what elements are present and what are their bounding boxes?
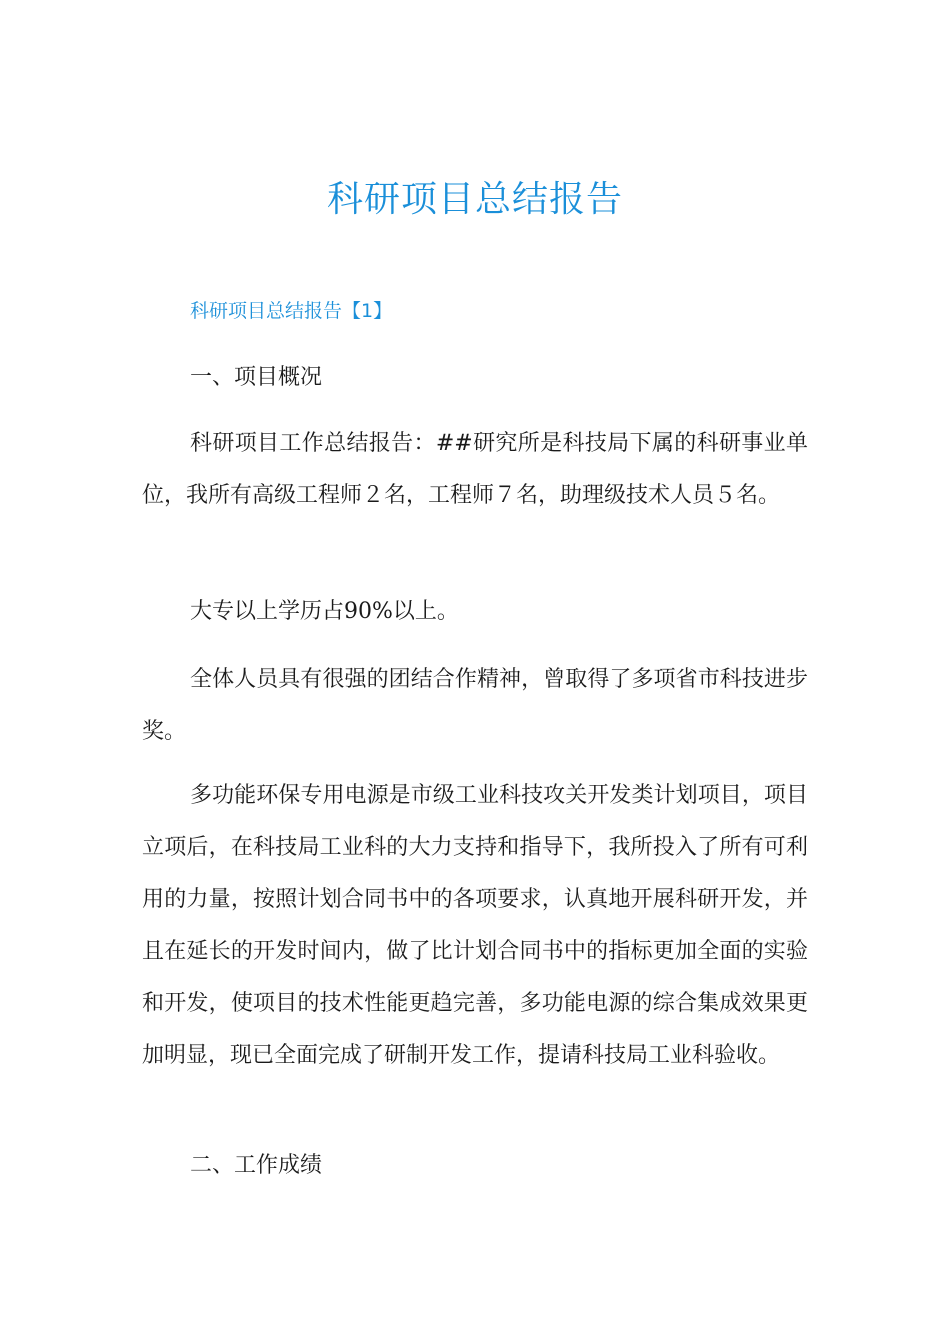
subheading-project-overview: 一、项目概况: [190, 365, 323, 390]
subheading-achievements: 二、工作成绩: [190, 1153, 323, 1178]
document-body: [142, 0, 808, 1344]
paragraph-intro: 科研项目工作总结报告：##研究所是科技局下属的科研事业单位，我所有高级工程师２名，工程师７名，助理级技术人员５名。: [142, 431, 808, 508]
paragraph-project-details: 多功能环保专用电源是市级工业科技攻关开发类计划项目，项目立项后，在科技局工业科的大力支持和指导下，我所投入了所有可利用的力量，按照计划合同书中的各项要求，认真地开展科研开发，并且在延长的开发时间内，做了比计划合同书中的指标更加全面的实验和开发，使项目的技术性能更趋完善，多功能电源的综合集成效果更加明显，现已全面完成了研制开发工作，提请科技局工业科验收。: [142, 783, 808, 1068]
paragraph-education: 大专以上学历占90%以上。: [190, 599, 459, 624]
document-title: 科研项目总结报告: [326, 179, 623, 220]
paragraph-team: 全体人员具有很强的团结合作精神，曾取得了多项省市科技进步奖。: [142, 667, 808, 744]
section-heading: 科研项目总结报告【1】: [190, 300, 393, 322]
